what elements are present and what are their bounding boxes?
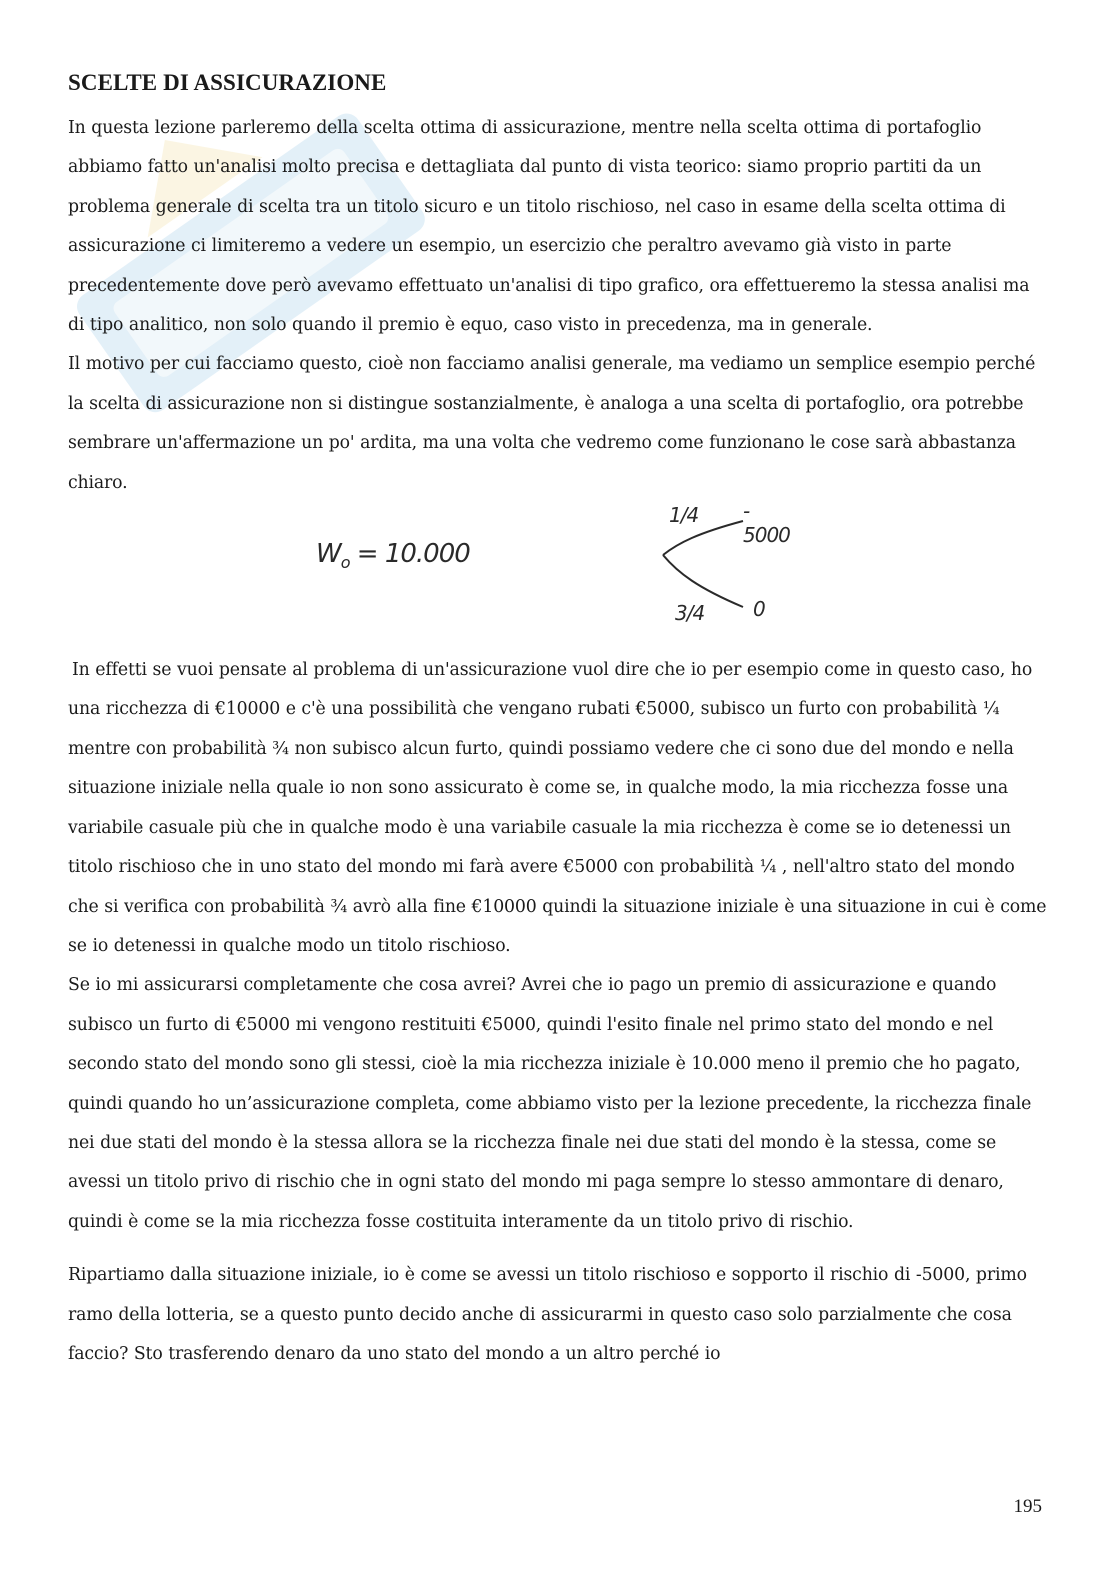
wealth-subscript: o <box>340 553 350 573</box>
upper-branch-probability: 1/4 <box>669 503 699 528</box>
lower-branch-line <box>663 555 743 607</box>
paragraph-intro: In questa lezione parleremo della scelta ottima di assicurazione, mentre nella scelta ottima di portafoglio abbiamo fatto un'analisi molto precisa e dettagliata dal punto di vista teorico: siamo proprio partiti da un problema generale di scelta tra un titolo sicuro e un titolo rischioso, nel caso in esame della scelta ottima di assicurazione ci limiteremo a vedere un esempio, un esercizio che peraltro avevamo già visto in parte precedentemente dove però avevamo effettuato un'analisi di tipo grafico, ora effettueremo la stessa analisi ma di tipo analitico, non solo quando il premio è equo, caso visto in precedenza, ma in generale. <box>68 118 1030 336</box>
paragraph-insurance-problem: In effetti se vuoi pensate al problema di un'assicurazione vuol dire che io per esempio come in questo caso, ho una ricchezza di €10000 e c'è una possibilità che vengano rubati €5000, subisco un furto con probabilità ¼ mentre con probabilità ¾ non subisco alcun furto, quindi possiamo vedere che ci sono due del mondo e nella situazione iniziale nella quale io non sono assicurato è come se, in qualche modo, la mia ricchezza fosse una variabile casuale più che in qualche modo è una variabile casuale la mia ricchezza è come se io detenessi un titolo rischioso che in uno stato del mondo mi farà avere €5000 con probabilità ¼ , nell'altro stato del mondo che si verifica con probabilità ¾ avrò alla fine €10000 quindi la situazione iniziale è una situazione in cui è come se io detenessi in qualche modo un titolo rischioso. <box>68 660 1047 956</box>
document-content <box>68 66 1048 1374</box>
page-title: SCELTE DI ASSICURAZIONE <box>68 70 387 95</box>
upper-branch-outcome: - 5000 <box>743 499 790 548</box>
paragraph-full-insurance: Se io mi assicurarsi completamente che cosa avrei? Avrei che io pago un premio di assicurazione e quando subisco un furto di €5000 mi vengono restituiti €5000, quindi l'esito finale nel primo stato del mondo e nel secondo stato del mondo sono gli stessi, cioè la mia ricchezza iniziale è 10.000 meno il premio che ho pagato, quindi quando ho un’assicurazione completa, come abbiamo visto per la lezione precedente, la ricchezza finale nei due stati del mondo è la stessa allora se la ricchezza finale nei due stati del mondo è la stessa, come se avessi un titolo privo di rischio che in ogni stato del mondo mi paga sempre lo stesso ammontare di denaro, quindi è come se la mia ricchezza fosse costituita interamente da un titolo privo di rischio. <box>68 975 1032 1232</box>
lower-branch-outcome: 0 <box>753 597 765 622</box>
initial-wealth-formula <box>316 539 470 572</box>
paragraph-partial-insurance: Ripartiamo dalla situazione iniziale, io è come se avessi un titolo rischioso e sopporto il rischio di -5000, primo ramo della lotteria, se a questo punto decido anche di assicurarmi in questo caso solo parzialmente che cosa faccio? Sto trasferendo denaro da uno stato del mondo a un altro perché io <box>68 1265 1027 1364</box>
lower-branch-probability: 3/4 <box>675 601 705 626</box>
page-number: 195 <box>1013 1496 1042 1517</box>
wealth-value: = 10.000 <box>356 539 470 570</box>
lottery-figure <box>68 499 1048 651</box>
wealth-symbol: W <box>316 539 341 570</box>
paragraph-motive: Il motivo per cui facciamo questo, cioè non facciamo analisi generale, ma vediamo un semplice esempio perché la scelta di assicurazione non si distingue sostanzialmente, è analoga a una scelta di portafoglio, ora potrebbe sembrare un'affermazione un po' ardita, ma una volta che vedremo come funzionano le cose sarà abbastanza chiaro. <box>68 354 1036 493</box>
lottery-tree <box>583 499 790 649</box>
